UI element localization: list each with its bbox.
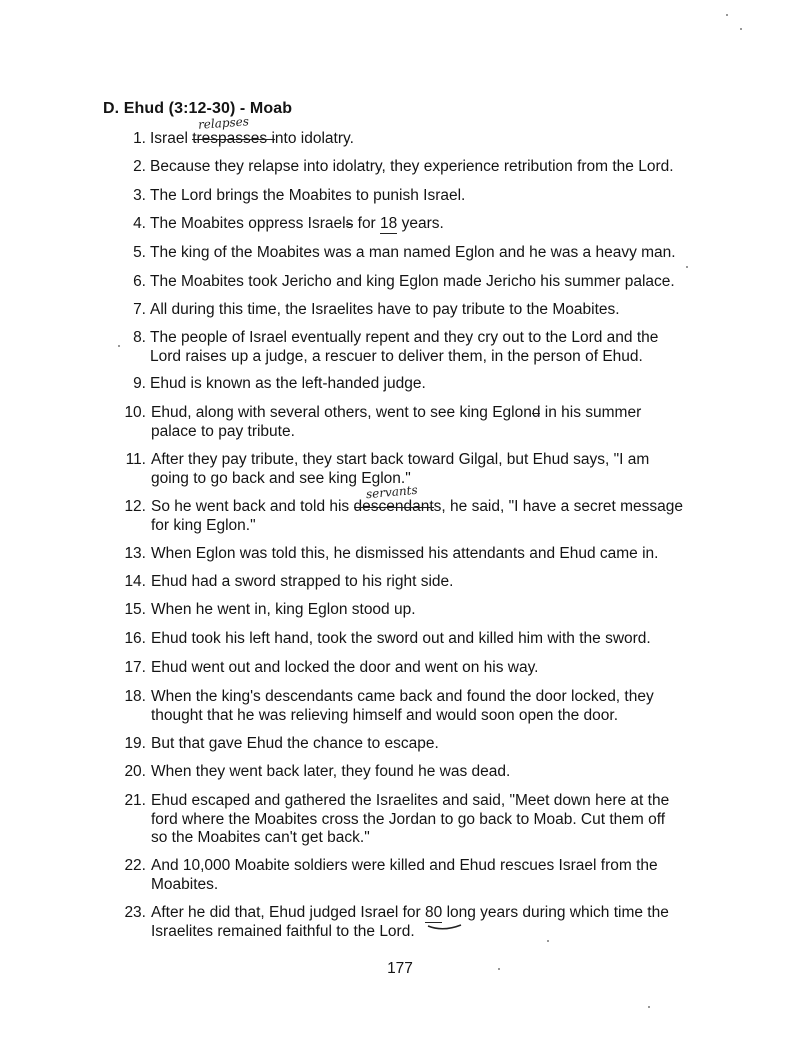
item-text: Ehud went out and locked the door and went on his way. [151,659,539,676]
item-text: And 10,000 Moabite soldiers were killed and Ehud rescues Israel from the Moabites. [151,857,658,893]
item-text: The Moabites took Jericho and king Eglon made Jericho his summer palace. [150,273,675,290]
handwritten-annotation: relapses [197,114,250,132]
struck-text: d [531,404,541,421]
item-number: 23. [124,904,146,921]
item-text: The Lord brings the Moabites to punish Israel. [150,187,466,204]
handwritten-squiggle [425,922,465,934]
item-number: 4. [133,215,146,232]
struck-text: s [345,215,354,232]
item-number: 5. [133,244,146,261]
item-text: So he went back and told his descendants, he said, "I have a secret message for king Eglon." [151,498,683,534]
item-text: Ehud took his left hand, took the sword out and killed him with the sword. [151,630,651,647]
item-number: 14. [124,573,146,590]
item-text: All during this time, the Israelites have to pay tribute to the Moabites. [150,301,620,318]
item-text: When he went in, king Eglon stood up. [151,601,416,618]
item-text: When the king's descendants came back and found the door locked, they thought that he was relieving himself and would soon open the door. [151,688,654,724]
item-text: Ehud is known as the left-handed judge. [150,375,426,392]
scan-speck [726,14,728,16]
item-number: 11. [125,451,146,468]
item-text: When they went back later, they found he was dead. [151,763,511,780]
item-text: After he did that, Ehud judged Israel for 80 long years during which time the Israelites remained faithful to the Lord. [151,904,669,940]
item-number: 10. [124,404,146,421]
scan-speck [740,28,742,30]
item-number: 9. [133,375,146,392]
handwritten-annotation: servants [365,482,419,502]
item-number: 12. [124,498,146,515]
struck-text: descendant [353,498,434,515]
section-heading: D. Ehud (3:12-30) - Moab [103,100,293,117]
page-number: 177 [387,960,413,977]
item-text: Ehud had a sword strapped to his right side. [151,573,454,590]
item-number: 17. [124,659,146,676]
item-text: The king of the Moabites was a man named Eglon and he was a heavy man. [150,244,676,261]
item-number: 13. [124,545,146,562]
item-number: 22. [124,857,146,874]
item-number: 2. [133,158,146,175]
item-number: 16. [124,630,146,647]
item-number: 7. [133,301,146,318]
item-text: Israel trespasses into idolatry. [150,130,354,147]
scan-speck [118,345,120,347]
item-number: 1. [133,130,146,147]
scan-speck [648,1006,650,1008]
item-text: The people of Israel eventually repent and they cry out to the Lord and the Lord raises up a judge, a rescuer to deliver them, in the person of Ehud. [150,329,659,365]
scan-speck [498,968,500,970]
item-text: Because they relapse into idolatry, they experience retribution from the Lord. [150,158,674,175]
item-number: 6. [133,273,146,290]
item-number: 15. [124,601,146,618]
item-text: When Eglon was told this, he dismissed his attendants and Ehud came in. [151,545,659,562]
scan-speck [686,266,688,268]
item-number: 18. [124,688,146,705]
item-text: The Moabites oppress Israels for 18 years. [150,215,444,232]
underlined-text: 18 [380,215,398,232]
scan-speck [547,940,549,942]
struck-text: trespasses i [192,130,275,147]
item-number: 21. [124,792,146,809]
item-number: 20. [124,763,146,780]
item-text: After they pay tribute, they start back toward Gilgal, but Ehud says, "I am going to go back and see king Eglon." [151,451,650,487]
underlined-text: 80 [425,904,443,921]
item-text: Ehud escaped and gathered the Israelites and said, "Meet down here at the ford where the Moabites cross the Jordan to go back to Moab. Cut them off so the Moabites can't get back." [151,792,670,846]
item-text: Ehud, along with several others, went to see king Eglond in his summer palace to pay tribute. [151,404,642,440]
item-number: 19. [124,735,146,752]
item-text: But that gave Ehud the chance to escape. [151,735,439,752]
item-number: 3. [133,187,146,204]
item-number: 8. [133,329,146,346]
